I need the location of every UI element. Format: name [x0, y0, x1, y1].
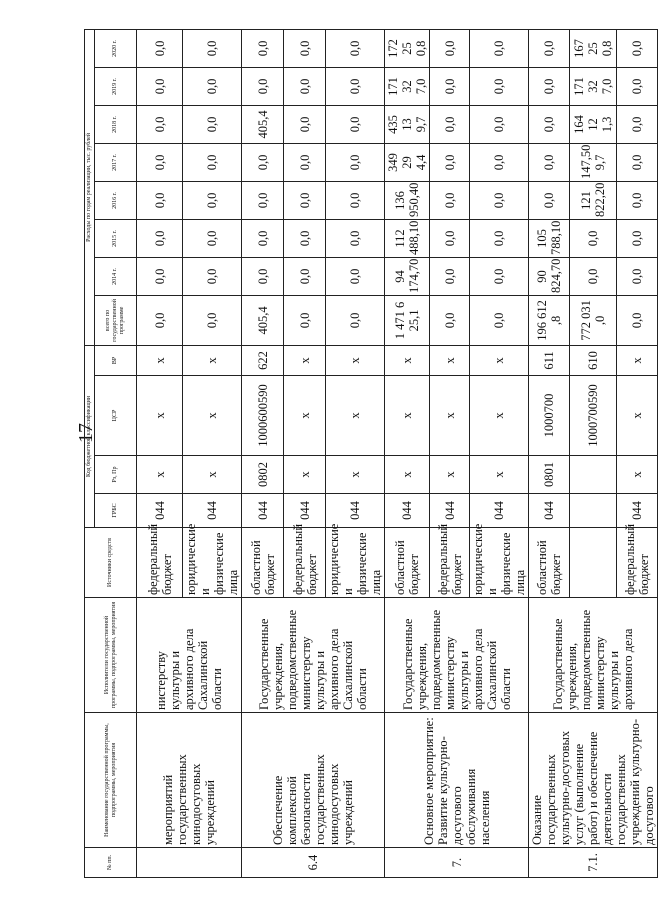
year-amount: 0,0	[529, 29, 570, 67]
rzpr-code: x	[284, 456, 326, 494]
year-amount: 0,0	[183, 257, 242, 295]
funding-source: федеральный бюджет	[284, 528, 326, 598]
header-year: 2015 г.	[95, 219, 137, 257]
csr-code: 1000700590	[570, 376, 616, 456]
year-amount: 0,0	[183, 143, 242, 181]
table-body	[137, 29, 658, 877]
year-amount: 164 12 1,3	[570, 105, 616, 143]
year-amount: 0,0	[529, 181, 570, 219]
year-amount: 0,0	[616, 143, 657, 181]
executor-name: нистерству культуры и архивного дела Сахалинской области	[137, 598, 242, 713]
year-amount: 0,0	[470, 105, 529, 143]
year-amount: 0,0	[430, 181, 470, 219]
grbs-code: 044	[529, 494, 570, 528]
year-amount: 90 824,70	[529, 257, 570, 295]
year-amount: 0,0	[326, 257, 385, 295]
rzpr-code: x	[470, 456, 529, 494]
table-row	[137, 29, 183, 877]
year-amount: 0,0	[183, 105, 242, 143]
grbs-code: 044	[326, 494, 385, 528]
funding-source: юридические и физические лица	[326, 528, 385, 598]
year-amount: 0,0	[326, 105, 385, 143]
total-amount: 0,0	[616, 295, 657, 345]
rzpr-code	[570, 456, 616, 494]
total-amount: 196 612 ,8	[529, 295, 570, 345]
header-year: 2019 г.	[95, 67, 137, 105]
year-amount: 0,0	[183, 219, 242, 257]
header-year: 2018 г.	[95, 105, 137, 143]
grbs-code: 044	[616, 494, 657, 528]
year-amount: 0,0	[430, 67, 470, 105]
table-row	[385, 29, 430, 877]
year-amount: 0,0	[137, 257, 183, 295]
row-number: 6.4	[242, 848, 385, 878]
year-amount: 0,0	[470, 143, 529, 181]
grbs-code: 044	[284, 494, 326, 528]
year-amount: 0,0	[470, 181, 529, 219]
header-year: 2014 г.	[95, 257, 137, 295]
year-amount: 349 29 4,4	[385, 143, 430, 181]
rzpr-code: x	[183, 456, 242, 494]
year-amount: 0,0	[326, 181, 385, 219]
program-name: мероприятий государственных кинодосуговых учреждений	[137, 713, 242, 848]
vr-code: x	[326, 345, 385, 375]
year-amount: 0,0	[470, 67, 529, 105]
year-amount: 171 32 7,0	[570, 67, 616, 105]
total-amount: 1 471 6 25,1	[385, 295, 430, 345]
year-amount: 0,0	[242, 181, 284, 219]
vr-code: x	[470, 345, 529, 375]
year-amount: 0,0	[430, 257, 470, 295]
vr-code: 622	[242, 345, 284, 375]
year-amount: 0,0	[242, 257, 284, 295]
funding-source	[570, 528, 616, 598]
year-amount: 0,0	[284, 29, 326, 67]
year-amount: 0,0	[616, 257, 657, 295]
funding-source: федеральный бюджет	[137, 528, 183, 598]
grbs-code: 044	[137, 494, 183, 528]
total-amount: 405,4	[242, 295, 284, 345]
header-executor: Исполнители государственной программы, подпрограммы, мероприятия	[85, 598, 137, 713]
year-amount: 0,0	[529, 105, 570, 143]
csr-code: 1000600590	[242, 376, 284, 456]
year-amount: 0,0	[616, 181, 657, 219]
program-name: Основное мероприятие: Развитие культурно-досугового обслуживания населения	[385, 713, 529, 848]
year-amount: 0,0	[430, 219, 470, 257]
csr-code: 1000700	[529, 376, 570, 456]
year-amount: 0,0	[326, 29, 385, 67]
rzpr-code: x	[430, 456, 470, 494]
funding-source: федеральный бюджет	[430, 528, 470, 598]
csr-code: x	[284, 376, 326, 456]
rzpr-code: 0801	[529, 456, 570, 494]
rzpr-code: x	[137, 456, 183, 494]
header-expenses: Расходы по годам реализации, тыс. рублей	[85, 29, 95, 345]
total-amount: 0,0	[183, 295, 242, 345]
year-amount: 172 25 0,8	[385, 29, 430, 67]
csr-code: x	[616, 376, 657, 456]
total-amount: 0,0	[137, 295, 183, 345]
year-amount: 0,0	[616, 105, 657, 143]
executor-name: Государственные учреждения, подведомственные министерству культуры и архивного дела Сахалинской области	[385, 598, 529, 713]
funding-source: областной бюджет	[385, 528, 430, 598]
total-amount: 0,0	[430, 295, 470, 345]
vr-code: 610	[570, 345, 616, 375]
header-grbs: ГРБС	[95, 494, 137, 528]
csr-code: x	[326, 376, 385, 456]
funding-source: юридические и физические лица	[470, 528, 529, 598]
year-amount: 405,4	[242, 105, 284, 143]
year-amount: 0,0	[326, 219, 385, 257]
grbs-code	[570, 494, 616, 528]
funding-source: областной бюджет	[529, 528, 570, 598]
header-year: 2016 г.	[95, 181, 137, 219]
year-amount: 0,0	[470, 257, 529, 295]
year-amount: 0,0	[183, 67, 242, 105]
year-amount: 0,0	[529, 143, 570, 181]
csr-code: x	[183, 376, 242, 456]
year-amount: 0,0	[284, 143, 326, 181]
executor-name: Государственные учреждения, подведомственные министерству культуры и архивного дела	[529, 598, 658, 713]
funding-source: федеральный бюджет	[616, 528, 657, 598]
row-number	[137, 848, 242, 878]
year-amount: 0,0	[137, 143, 183, 181]
program-name: Оказание государственных культурно-досуговых услуг (выполнение работ) и обеспечение деятельности государственных учреждений культурно-досугового	[529, 713, 658, 848]
grbs-code: 044	[242, 494, 284, 528]
year-amount: 435 13 9,7	[385, 105, 430, 143]
row-number: 7.	[385, 848, 529, 878]
total-amount: 0,0	[470, 295, 529, 345]
header-total: всего по государственной программе	[95, 295, 137, 345]
header-rzpr: Рз, Пр	[95, 456, 137, 494]
header-vr: ВР	[95, 345, 137, 375]
rzpr-code: x	[385, 456, 430, 494]
year-amount: 0,0	[284, 67, 326, 105]
header-csr: ЦСР	[95, 376, 137, 456]
year-amount: 0,0	[137, 181, 183, 219]
year-amount: 105 788,10	[529, 219, 570, 257]
year-amount: 0,0	[326, 143, 385, 181]
year-amount: 0,0	[183, 29, 242, 67]
rzpr-code: x	[616, 456, 657, 494]
year-amount: 0,0	[137, 67, 183, 105]
budget-table	[84, 29, 658, 878]
vr-code: x	[616, 345, 657, 375]
year-amount: 0,0	[570, 219, 616, 257]
rzpr-code: 0802	[242, 456, 284, 494]
vr-code: x	[183, 345, 242, 375]
total-amount: 0,0	[326, 295, 385, 345]
funding-source: областной бюджет	[242, 528, 284, 598]
year-amount: 121 822,20	[570, 181, 616, 219]
total-amount: 0,0	[284, 295, 326, 345]
page-number: 17	[75, 423, 97, 443]
table-row	[529, 29, 570, 877]
year-amount: 0,0	[242, 219, 284, 257]
csr-code: x	[470, 376, 529, 456]
grbs-code: 044	[430, 494, 470, 528]
year-amount: 0,0	[242, 67, 284, 105]
vr-code: x	[385, 345, 430, 375]
year-amount: 0,0	[284, 219, 326, 257]
year-amount: 0,0	[430, 143, 470, 181]
scanned-table-frame	[84, 30, 656, 878]
year-amount: 0,0	[242, 29, 284, 67]
rzpr-code: x	[326, 456, 385, 494]
executor-name: Государственные учреждения, подведомственные министерству культуры и архивного дела Сахалинской области	[242, 598, 385, 713]
year-amount: 0,0	[137, 29, 183, 67]
year-amount: 171 32 7,0	[385, 67, 430, 105]
grbs-code: 044	[183, 494, 242, 528]
year-amount: 0,0	[570, 257, 616, 295]
csr-code: x	[385, 376, 430, 456]
year-amount: 0,0	[284, 105, 326, 143]
header-num: № пп.	[85, 848, 137, 878]
grbs-code: 044	[470, 494, 529, 528]
grbs-code: 044	[385, 494, 430, 528]
year-amount: 0,0	[284, 257, 326, 295]
funding-source: юридические и физические лица	[183, 528, 242, 598]
year-amount: 0,0	[430, 29, 470, 67]
year-amount: 0,0	[326, 67, 385, 105]
header-year: 2017 г.	[95, 143, 137, 181]
csr-code: x	[137, 376, 183, 456]
year-amount: 0,0	[529, 67, 570, 105]
year-amount: 0,0	[242, 143, 284, 181]
year-amount: 0,0	[470, 219, 529, 257]
year-amount: 0,0	[430, 105, 470, 143]
year-amount: 0,0	[183, 181, 242, 219]
year-amount: 112 488,10	[385, 219, 430, 257]
year-amount: 0,0	[616, 29, 657, 67]
year-amount: 0,0	[284, 181, 326, 219]
year-amount: 0,0	[137, 105, 183, 143]
year-amount: 0,0	[616, 219, 657, 257]
year-amount: 136 950,40	[385, 181, 430, 219]
year-amount: 0,0	[616, 67, 657, 105]
csr-code: x	[430, 376, 470, 456]
vr-code: 611	[529, 345, 570, 375]
year-amount: 0,0	[137, 219, 183, 257]
vr-code: x	[430, 345, 470, 375]
header-year: 2020 г.	[95, 29, 137, 67]
total-amount: 772 031 ,0	[570, 295, 616, 345]
header-name: Наименование государственной программы, подпрограммы, мероприятия	[85, 713, 137, 848]
year-amount: 167 25 0,8	[570, 29, 616, 67]
program-name: Обеспечение комплексной безопасности государственных кинодосуговых учреждений	[242, 713, 385, 848]
header-source: Источники средств	[85, 528, 137, 598]
header-budget-class: Код бюджетной классификации	[85, 345, 95, 527]
vr-code: x	[137, 345, 183, 375]
year-amount: 0,0	[470, 29, 529, 67]
year-amount: 94 174,70	[385, 257, 430, 295]
row-number: 7.1.	[529, 848, 658, 878]
year-amount: 147,50 9,7	[570, 143, 616, 181]
rotated-table-wrapper	[84, 30, 656, 878]
table-row	[242, 29, 284, 877]
vr-code: x	[284, 345, 326, 375]
